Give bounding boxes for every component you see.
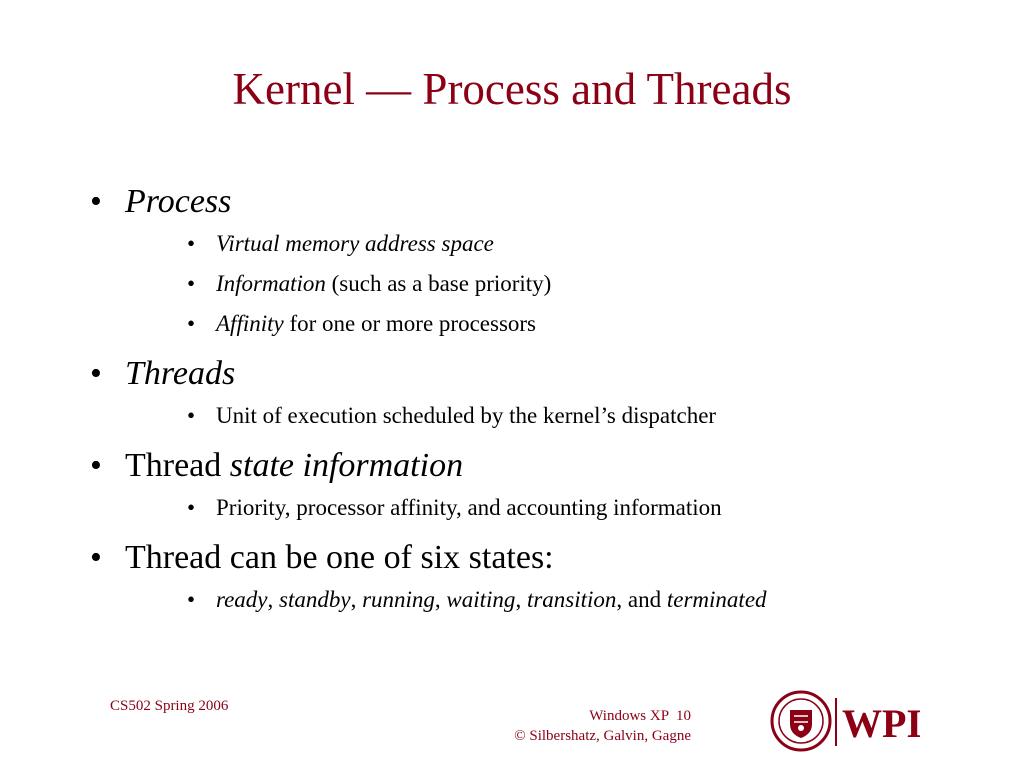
sub-bullet-text: (such as a base priority) [325,271,552,296]
sub-bullet-dot: • [187,231,196,256]
bullet-thread-state-italic: state information [229,447,464,484]
footer-info [514,706,691,746]
bullet-threads-text: Threads [125,355,236,392]
footer-slide-label: Windows XP 10 [589,708,691,724]
state-waiting: waiting [446,587,516,612]
bullet-process-text: Process [125,183,232,220]
bullet-dot: • [90,183,102,220]
sub-bullet-states-list [187,580,990,620]
state-transition: transition [526,587,617,612]
state-separator: , [267,587,280,612]
state-separator: , [350,587,363,612]
bullet-thread-state-pre: Thread [125,447,230,484]
state-ready: ready [216,587,268,612]
state-standby: standby [279,587,351,612]
wpi-logo [770,690,920,752]
sub-bullet-information [187,264,990,304]
footer-copyright: © Silbershatz, Galvin, Gagne [514,728,691,744]
bullet-six-states [90,536,990,580]
bullet-process [90,180,990,224]
state-terminated: terminated [666,587,767,612]
wpi-wordmark: WPI [842,701,920,746]
sub-bullet-dot: • [187,495,196,520]
sub-bullet-text: Unit of execution scheduled by the kernel’s dispatcher [216,403,717,428]
sub-bullet-text: Virtual memory address space [216,231,494,256]
footer-course: CS502 Spring 2006 [110,698,229,714]
bullet-dot: • [90,539,102,576]
state-running: running [362,587,435,612]
sub-bullet-dot: • [187,587,196,612]
sub-bullet-italic: Information [216,271,326,296]
wpi-seal-icon [770,690,920,752]
bullet-threads [90,352,990,396]
sub-bullet-text: for one or more processors [283,311,536,336]
state-separator: , [515,587,527,612]
sub-bullet-italic: Affinity [216,311,284,336]
bullet-dot: • [90,355,102,392]
slide-title: Kernel — Process and Threads [232,64,792,114]
sub-bullet-text: Priority, processor affinity, and accounting information [216,495,722,520]
sub-bullet-virtual-memory [187,224,990,264]
bullet-list [90,180,990,620]
sub-bullet-dot: • [187,311,196,336]
sub-bullet-affinity [187,304,990,344]
sub-bullet-unit-of-execution [187,396,990,436]
state-separator: , and [616,587,667,612]
bullet-dot: • [90,447,102,484]
state-separator: , [434,587,447,612]
sub-bullet-dot: • [187,271,196,296]
sub-bullet-dot: • [187,403,196,428]
sub-bullet-priority [187,488,990,528]
bullet-six-states-text: Thread can be one of six states: [125,539,554,576]
bullet-thread-state [90,444,990,488]
